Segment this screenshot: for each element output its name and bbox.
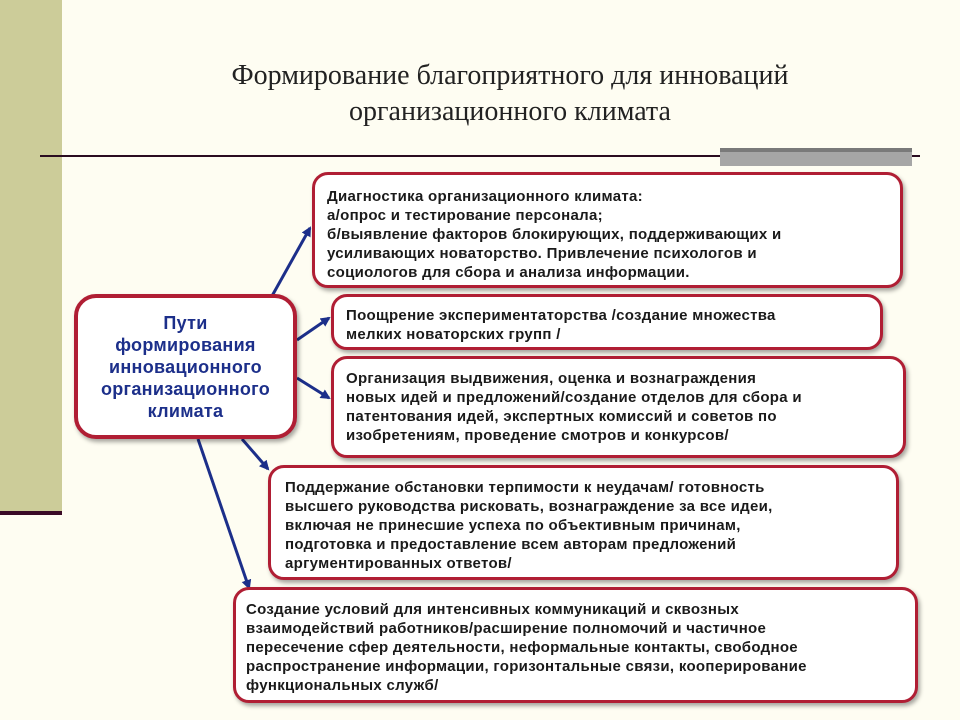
box-text: Создание условий для интенсивных коммуникаций и сквозных взаимодействий работников/расширение полномочий и частичное пересечение сфер деятельности, неформальные контакты, свободное распространение информации, горизонтальные связи, кооперирование функциональных служб/ (246, 601, 807, 694)
box-text: Организация выдвижения, оценка и вознаграждения новых идей и предложений/создание отделов для сбора и патентования идей, экспертных комиссий и советов по изобретениям, проведение смотров и конкурсов/ (346, 370, 802, 444)
box-text: Поддержание обстановки терпимости к неудачам/ готовность высшего руководства рисковать, вознаграждение за все идеи, включая не принесшие успеха по объективным причинам, подготовка и предоставление всем авторам предложений аргументированных ответов/ (285, 479, 773, 572)
arrow-to-diagnostics (272, 228, 310, 296)
arrow-to-ideas (297, 378, 329, 398)
box-ideas-organization (331, 356, 906, 458)
hub-box (74, 294, 297, 439)
box-communications (233, 587, 918, 703)
arrow-to-communications (198, 439, 249, 588)
box-encouragement (331, 294, 883, 350)
box-text: Диагностика организационного климата: а/опрос и тестирование персонала; б/выявление факторов блокирующих, поддерживающих и усиливающих новаторство. Привлечение психологов и социологов для сбора и анализа информации. (327, 188, 782, 281)
arrow-to-encouragement (297, 318, 329, 340)
arrow-to-tolerance (242, 439, 268, 469)
title-line-2: организационного климата (349, 96, 671, 127)
box-text: Поощрение экспериментаторства /создание множества мелких новаторских групп / (346, 307, 776, 343)
title-line-1: Формирование благоприятного для инноваций (231, 60, 789, 91)
box-tolerance (268, 465, 899, 580)
box-diagnostics (312, 172, 903, 288)
hub-label: Пути формирования инновационного организационного климата (100, 312, 271, 421)
